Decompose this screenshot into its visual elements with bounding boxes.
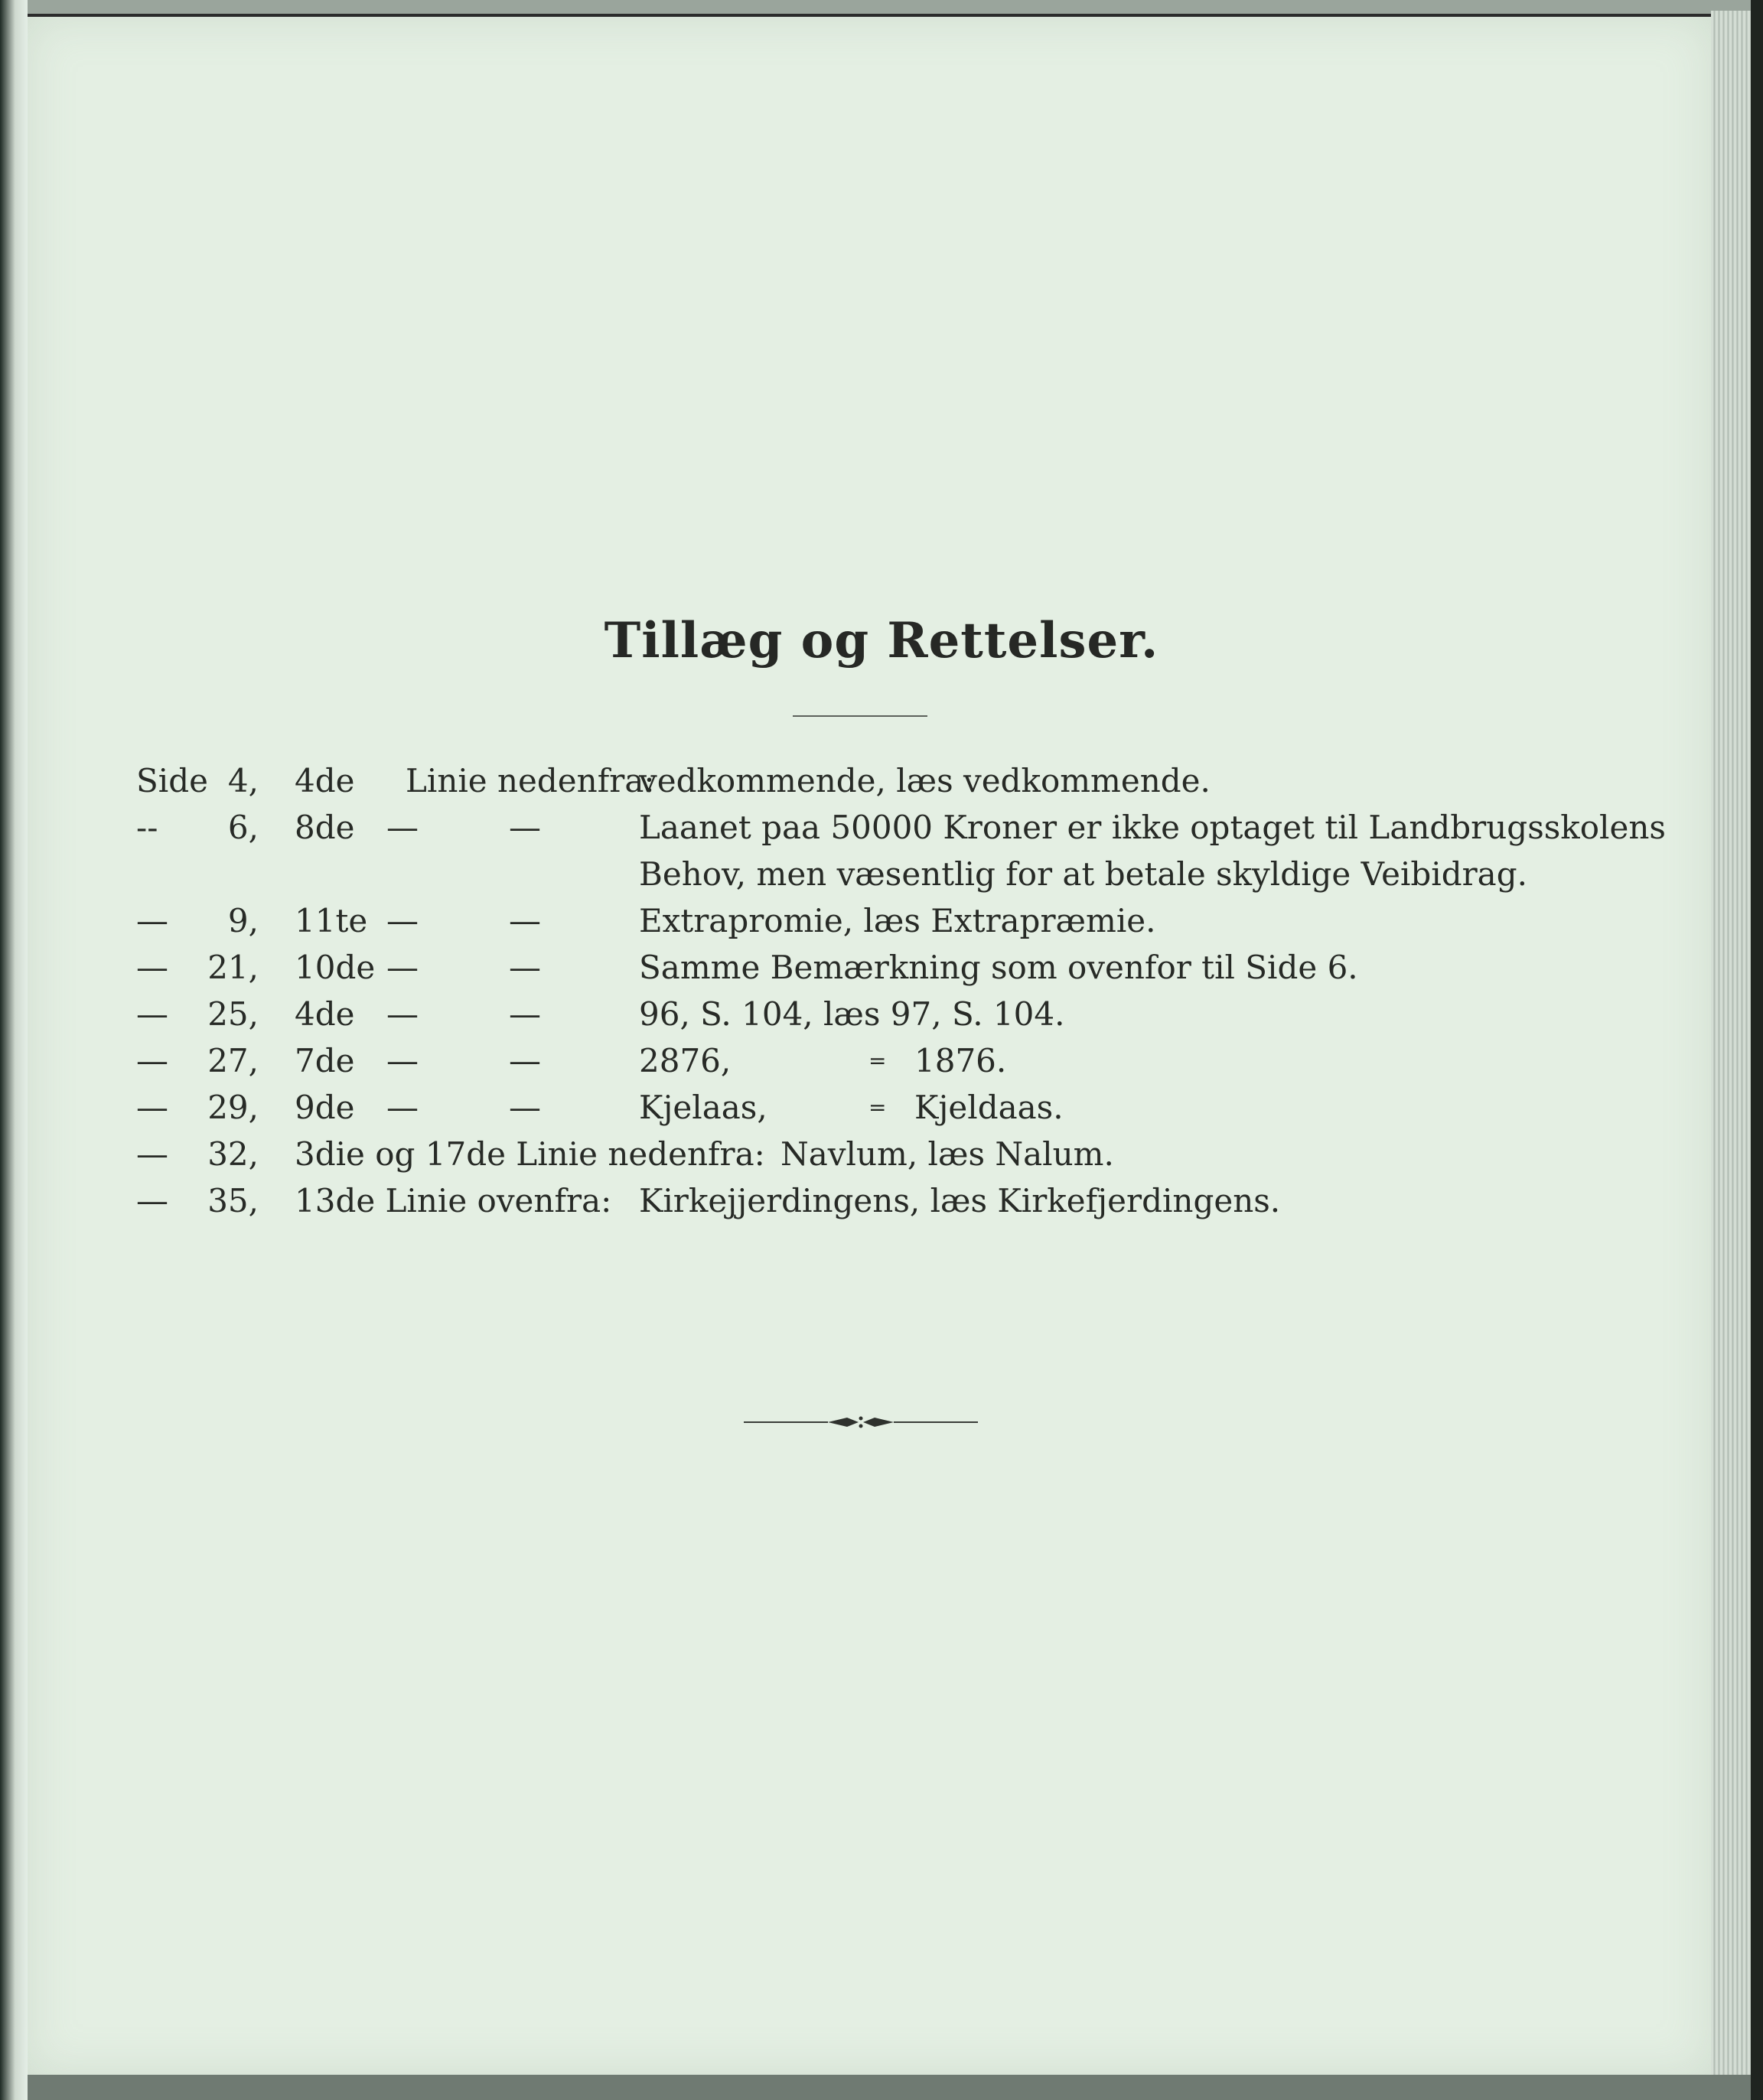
errata-prefix: —: [136, 995, 168, 1033]
errata-line: 11te: [295, 902, 368, 939]
ditto-mark: =: [868, 1048, 887, 1073]
errata-prefix: —: [136, 1089, 168, 1126]
errata-line: 10de: [295, 949, 376, 986]
errata-line: 4de: [295, 995, 355, 1033]
errata-line: 4de: [295, 762, 355, 799]
errata-row: [0, 1086, 1763, 1130]
errata-text: Samme Bemærkning som ovenfor til Side 6.: [639, 949, 1358, 986]
errata-row: [0, 1039, 1763, 1083]
errata-text: Extrapromie, læs Extrapræmie.: [639, 902, 1156, 939]
errata-text: Kirkejjerdingens, læs Kirkefjerdingens.: [639, 1182, 1281, 1219]
errata-ditto: —: [509, 1042, 541, 1079]
errata-ditto: —: [386, 1089, 419, 1126]
errata-prefix: —: [136, 949, 168, 986]
errata-row: [0, 992, 1763, 1037]
errata-line: 9de: [295, 1089, 355, 1126]
errata-text: 2876,: [639, 1042, 732, 1079]
errata-page: 6,: [227, 809, 259, 846]
errata-text: vedkommende, læs vedkommende.: [639, 762, 1211, 799]
errata-row: [0, 899, 1763, 943]
errata-row: [0, 946, 1763, 990]
errata-correction: 1876.: [914, 1042, 1007, 1079]
errata-ditto: —: [509, 809, 541, 846]
errata-row: [0, 759, 1763, 803]
errata-prefix: —: [136, 1135, 168, 1173]
errata-text: 96, S. 104, læs 97, S. 104.: [639, 995, 1065, 1033]
errata-page: 4,: [227, 762, 259, 799]
scan-frame-bottom: [28, 2075, 1751, 2100]
page-title: Tillæg og Rettelser.: [604, 612, 1159, 669]
errata-page: 9,: [227, 902, 259, 939]
errata-text: Kjelaas,: [639, 1089, 767, 1126]
errata-row: [0, 1132, 1763, 1177]
end-ornament: [744, 1411, 978, 1434]
errata-line: 13de Linie ovenfra:: [295, 1182, 612, 1219]
errata-page: 27,: [207, 1042, 259, 1079]
errata-ditto: —: [386, 809, 419, 846]
errata-ditto: —: [509, 949, 541, 986]
errata-page: 32,: [207, 1135, 259, 1173]
errata-line: 7de: [295, 1042, 355, 1079]
errata-prefix: —: [136, 902, 168, 939]
errata-direction: Linie nedenfra:: [406, 762, 655, 799]
errata-line: 8de: [295, 809, 355, 846]
errata-row: [0, 806, 1763, 850]
errata-prefix: Side: [136, 762, 208, 799]
errata-ditto: —: [386, 1042, 419, 1079]
errata-text: Behov, men væsentlig for at betale skyldige Veibidrag.: [639, 855, 1527, 893]
ditto-mark: =: [868, 1095, 887, 1120]
errata-ditto: —: [386, 949, 419, 986]
errata-ditto: —: [386, 995, 419, 1033]
errata-line: 3die og 17de Linie nedenfra:: [295, 1135, 765, 1173]
errata-row: [0, 1179, 1763, 1223]
errata-prefix: —: [136, 1042, 168, 1079]
errata-ditto: —: [509, 995, 541, 1033]
errata-text: Navlum, læs Nalum.: [780, 1135, 1114, 1173]
errata-ditto: —: [509, 902, 541, 939]
errata-ditto: —: [386, 902, 419, 939]
errata-prefix: --: [136, 809, 158, 846]
errata-page: 25,: [207, 995, 259, 1033]
errata-prefix: —: [136, 1182, 168, 1219]
errata-ditto: —: [509, 1089, 541, 1126]
errata-page: 35,: [207, 1182, 259, 1219]
errata-page: 21,: [207, 949, 259, 986]
errata-row: [0, 852, 1763, 897]
errata-page: 29,: [207, 1089, 259, 1126]
errata-correction: Kjeldaas.: [914, 1089, 1064, 1126]
errata-text: Laanet paa 50000 Kroner er ikke optaget til Landbrugsskolens: [639, 809, 1666, 846]
